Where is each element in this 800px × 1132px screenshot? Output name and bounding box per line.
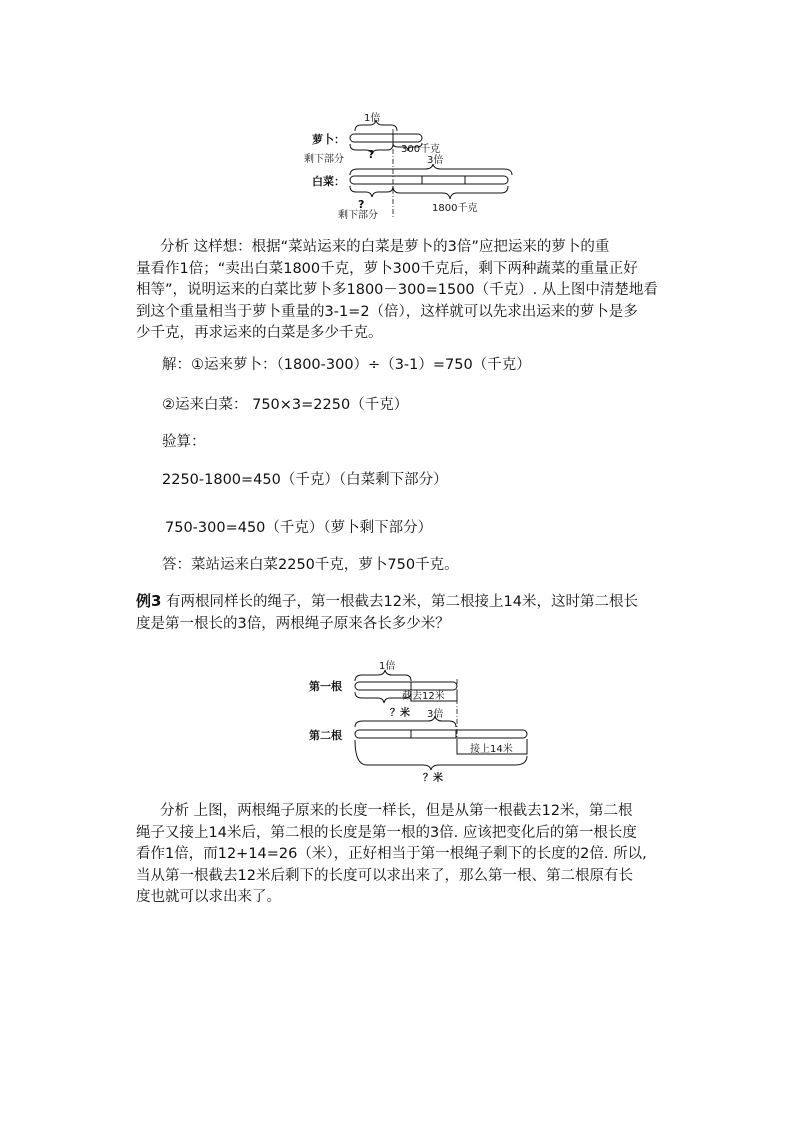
example3-label: 例3 — [136, 592, 162, 610]
remain-bottom-label: 剩下部分 — [338, 210, 378, 220]
analysis2-paragraph — [136, 801, 716, 909]
analysis2-line: 度也就可以求出来了。 — [136, 889, 281, 905]
first-rope-label: 第一根 — [309, 680, 342, 693]
cut12-label: 截去12米 — [402, 691, 445, 702]
example3-text: 有两根同样长的绳子，第一根截去12米，第二根接上14米，这时第二根长 — [161, 594, 638, 610]
carrot-bar — [350, 134, 422, 142]
kg1800-label: 1800千克 — [432, 203, 478, 214]
analysis2-line: 看作1倍，而12+14=26（米），正好相当于第一根绳子剩下的长度的2倍. 所以, — [136, 846, 647, 862]
analysis1-paragraph — [136, 237, 696, 345]
analysis2-line: 绳子又接上14米后，第二根的长度是第一根的3倍. 应该把变化后的第一根长度 — [136, 824, 637, 841]
times3-label: 3倍 — [427, 155, 444, 166]
second-rope-bar — [355, 730, 527, 738]
times1-label: 1倍 — [364, 113, 381, 124]
example3-text: 度是第一根长的3倍，两根绳子原来各长多少米？ — [136, 615, 450, 632]
solution-step2: ②运来白菜： 750×3=2250（千克） — [162, 397, 409, 413]
check-line2: 750-300=450（千克）（萝卜剩下部分） — [165, 520, 433, 536]
q-mid-label: ？米 — [390, 708, 410, 719]
analysis1-line: 相等”，说明运来的白菜比萝卜多1800－300=1500（千克）. 从上图中清楚地看 — [136, 282, 658, 298]
example3-paragraph — [136, 591, 716, 635]
carrot-label: 萝卜： — [312, 133, 345, 146]
analysis1-line: 少千克，再求运来的白菜是多少千克。 — [136, 325, 383, 341]
brace-1800kg — [393, 186, 508, 199]
diagram-carrot-cabbage — [300, 105, 520, 220]
analysis1-line: 量看作1倍；“卖出白菜1800千克，萝卜300千克后，剩下两种蔬菜的重量正好 — [136, 260, 638, 277]
cabbage-label: 白菜： — [312, 175, 345, 188]
times3-label: 3倍 — [427, 709, 444, 720]
diagram-ropes — [305, 655, 530, 785]
second-rope-label: 第二根 — [309, 729, 342, 742]
times1-label: 1倍 — [379, 661, 396, 672]
kg300-label: 300千克 — [401, 144, 441, 155]
q-bottom-mark: ? — [358, 198, 365, 211]
analysis2-line: 当从第一根截去12米后剩下的长度可以求出来了，那么第一根、第二根原有长 — [136, 867, 633, 884]
check-title: 验算： — [162, 434, 206, 450]
analysis1-line: 到这个重量相当于萝卜重量的3-1=2（倍），这样就可以先求出运来的萝卜是多 — [136, 303, 638, 320]
analysis1-line: 分析 这样想：根据“菜站运来的白菜是萝卜的3倍”应把运来的萝卜的重 — [160, 239, 610, 255]
analysis2-line: 分析 上图，两根绳子原来的长度一样长，但是从第一根截去12米，第二根 — [160, 803, 633, 819]
solution-step1: 解：①运来萝卜：（1800-300）÷（3-1）=750（千克） — [162, 357, 531, 373]
answer-line: 答：菜站运来白菜2250千克，萝卜750千克。 — [162, 557, 459, 573]
brace-remain-bottom — [350, 186, 393, 197]
brace-1x — [355, 120, 397, 131]
cabbage-bar — [350, 176, 508, 184]
q-bottom-label: ？米 — [423, 773, 443, 784]
q-top-mark: ? — [368, 148, 375, 161]
check-line1: 2250-1800=450（千克）（白菜剩下部分） — [162, 472, 448, 488]
remain-top-label: 剩下部分 — [304, 154, 344, 165]
first-rope-bar — [355, 682, 457, 690]
add14-label: 接上14米 — [470, 744, 513, 755]
